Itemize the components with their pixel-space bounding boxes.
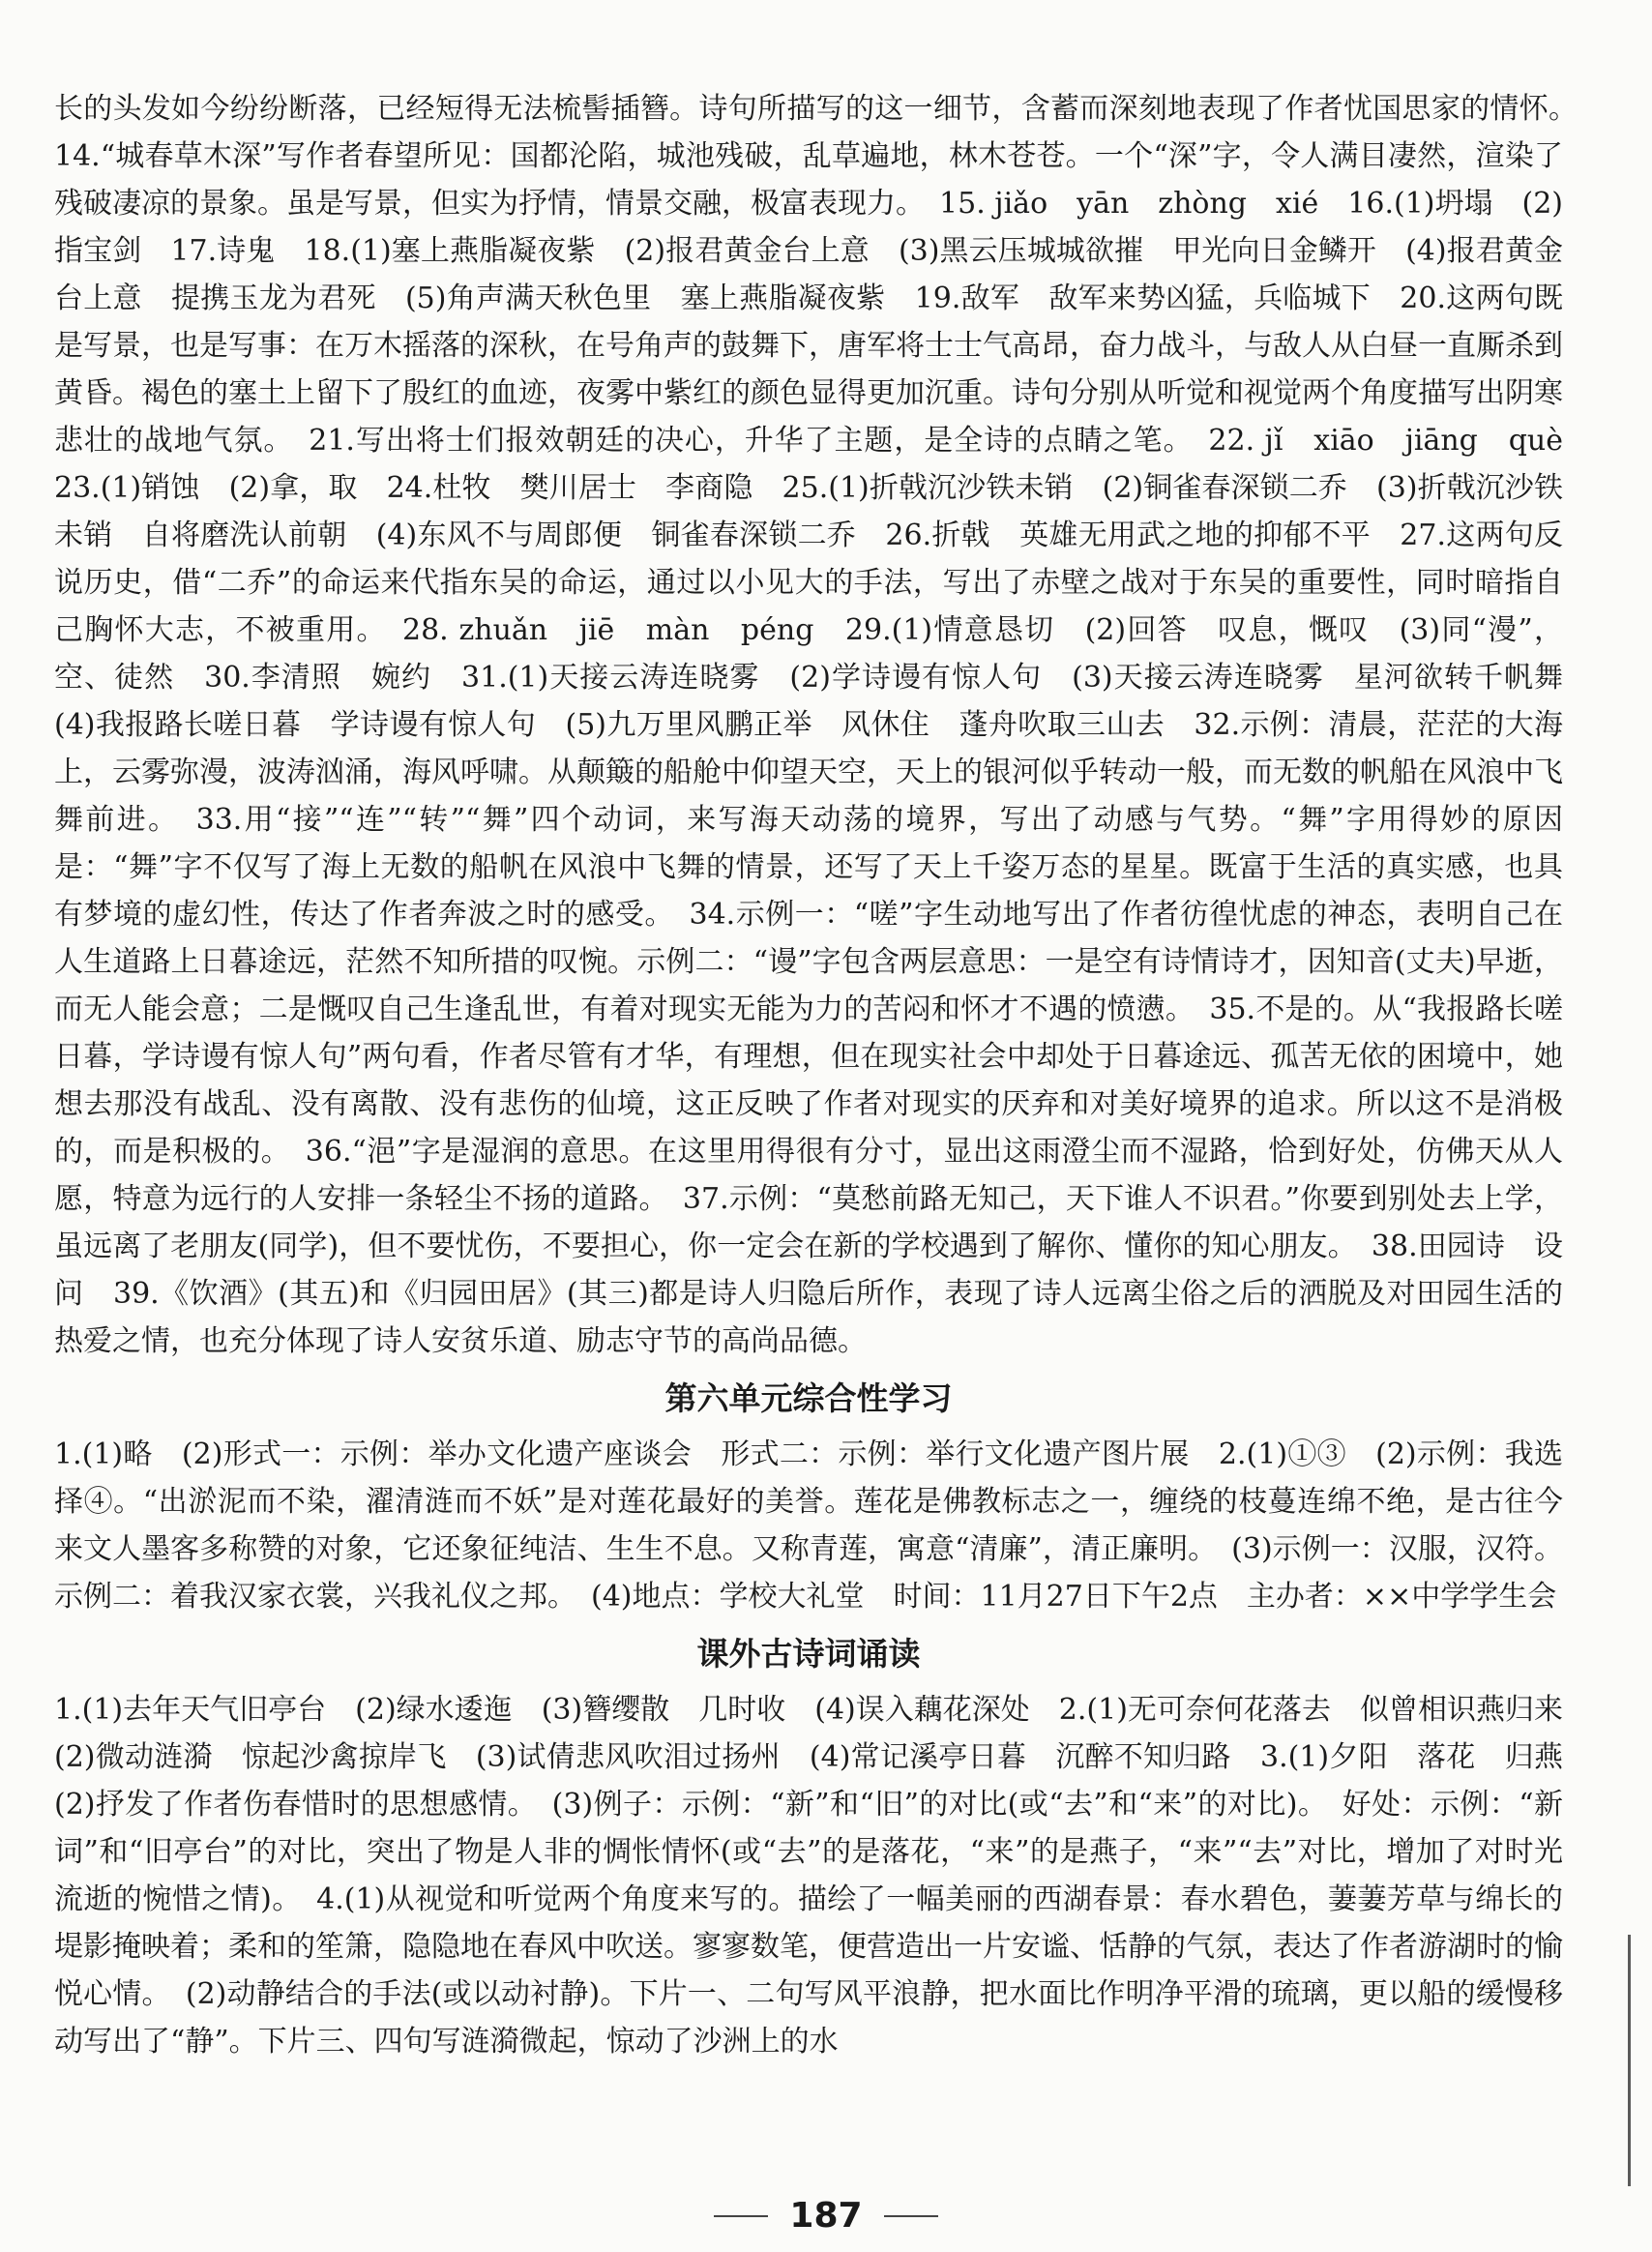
page-number: 187: [789, 2196, 863, 2236]
answer-paragraph-section3: 1.(1)去年天气旧亭台 (2)绿水逶迤 (3)簪缨散 几时收 (4)误入藕花深处 2.(1)无可奈何花落去 似曾相识燕归来 (2)微动涟漪 惊起沙禽掠岸飞 (3)试倩悲风吹泪过扬州 (4)常记溪亭日暮 沉醉不知归路 3.(1)夕阳 落花 归燕 (2)抒发了作者伤春惜时的思想感情。 (3)例子：示例：“新”和“旧”的对比(或“去”和“来”的对比)。 好处：示例：“新词”和“旧亭台”的对比，突出了物是人非的惆怅情怀(或“去”的是落花，“来”的是燕子，“来”“去”对比，增加了对时光流逝的惋惜之情)。 4.(1)从视觉和听觉两个角度来写的。描绘了一幅美丽的西湖春景：春水碧色，萋萋芳草与绵长的堤影掩映着；柔和的笙箫，隐隐地在春风中吹送。寥寥数笔，便营造出一片安谧、恬静的气氛，表达了作者游湖时的愉悦心情。 (2)动静结合的手法(或以动衬静)。下片一、二句写风平浪静，把水面比作明净平滑的琉璃，更以船的缓慢移动写出了“静”。下片三、四句写涟漪微起，惊动了沙洲上的水: [54, 1693, 1592, 2059]
page-footer: [0, 2196, 1652, 2236]
binding-edge-line: [1628, 1935, 1631, 2186]
answer-paragraph-section1: 长的头发如今纷纷断落，已经短得无法梳髻插簪。诗句所描写的这一细节，含蓄而深刻地表现了作者忧国思家的情怀。 14.“城春草木深”写作者春望所见：国都沦陷，城池残破，乱草遍地，林木苍苍。一个“深”字，令人满目凄然，渲染了残破凄凉的景象。虽是写景，但实为抒情，情景交融，极富表现力。 15. jiǎo yān zhòng xié 16.(1)坍塌 (2)指宝剑 17.诗鬼 18.(1)塞上燕脂凝夜紫 (2)报君黄金台上意 (3)黑云压城城欲摧 甲光向日金鳞开 (4)报君黄金台上意 提携玉龙为君死 (5)角声满天秋色里 塞上燕脂凝夜紫 19.敌军 敌军来势凶猛，兵临城下 20.这两句既是写景，也是写事：在万木摇落的深秋，在号角声的鼓舞下，唐军将士士气高昂，奋力战斗，与敌人从白昼一直厮杀到黄昏。褐色的塞土上留下了殷红的血迹，夜雾中紫红的颜色显得更加沉重。诗句分别从听觉和视觉两个角度描写出阴寒悲壮的战地气氛。 21.写出将士们报效朝廷的决心，升华了主题，是全诗的点睛之笔。 22. jǐ xiāo jiāng què 23.(1)销蚀 (2)拿，取 24.杜牧 樊川居士 李商隐 25.(1)折戟沉沙铁未销 (2)铜雀春深锁二乔 (3)折戟沉沙铁未销 自将磨洗认前朝 (4)东风不与周郎便 铜雀春深锁二乔 26.折戟 英雄无用武之地的抑郁不平 27.这两句反说历史，借“二乔”的命运来代指东吴的命运，通过以小见大的手法，写出了赤壁之战对于东吴的重要性，同时暗指自己胸怀大志，不被重用。 28. zhuǎn jiē màn péng 29.(1)情意恳切 (2)回答 叹息，慨叹 (3)同“漫”，空、徒然 30.李清照 婉约 31.(1)天接云涛连晓雾 (2)学诗谩有惊人句 (3)天接云涛连晓雾 星河欲转千帆舞 (4)我报路长嗟日暮 学诗谩有惊人句 (5)九万里风鹏正举 风休住 蓬舟吹取三山去 32.示例：清晨，茫茫的大海上，云雾弥漫，波涛汹涌，海风呼啸。从颠簸的船舱中仰望天空，天上的银河似乎转动一般，而无数的帆船在风浪中飞舞前进。 33.用“接”“连”“转”“舞”四个动词，来写海天动荡的境界，写出了动感与气势。“舞”字用得妙的原因是：“舞”字不仅写了海上无数的船帆在风浪中飞舞的情景，还写了天上千姿万态的星星。既富于生活的真实感，也具有梦境的虚幻性，传达了作者奔波之时的感受。 34.示例一：“嗟”字生动地写出了作者彷徨忧虑的神态，表明自己在人生道路上日暮途远，茫然不知所措的叹惋。示例二：“谩”字包含两层意思：一是空有诗情诗才，因知音(丈夫)早逝，而无人能会意；二是慨叹自己生逢乱世，有着对现实无能为力的苦闷和怀才不遇的愤懑。 35.不是的。从“我报路长嗟日暮，学诗谩有惊人句”两句看，作者尽管有才华，有理想，但在现实社会中却处于日暮途远、孤苦无依的困境中，她想去那没有战乱、没有离散、没有悲伤的仙境，这正反映了作者对现实的厌弃和对美好境界的追求。所以这不是消极的，而是积极的。 36.“浥”字是湿润的意思。在这里用得很有分寸，显出这雨澄尘而不湿路，恰到好处，仿佛天从人愿，特意为远行的人安排一条轻尘不扬的道路。 37.示例：“莫愁前路无知己，天下谁人不识君。”你要到别处去上学，虽远离了老朋友(同学)，但不要忧伤，不要担心，你一定会在新的学校遇到了解你、懂你的知心朋友。 38.田园诗 设问 39.《饮酒》(其五)和《归园田居》(其三)都是诗人归隐后所作，表现了诗人远离尘俗之后的洒脱及对田园生活的热爱之情，也充分体现了诗人安贫乐道、励志守节的高尚品德。: [54, 92, 1592, 1358]
footer-dash-left: [714, 2215, 768, 2217]
answer-paragraph-section2: 1.(1)略 (2)形式一：示例：举办文化遗产座谈会 形式二：示例：举行文化遗产图片展 2.(1)①③ (2)示例：我选择④。“出淤泥而不染，濯清涟而不妖”是对莲花最好的美誉。莲花是佛教标志之一，缠绕的枝蔓连绵不绝，是古往今来文人墨客多称赞的对象，它还象征纯洁、生生不息。又称青莲，寓意“清廉”，清正廉明。 (3)示例一：汉服，汉符。示例二：着我汉家衣裳，兴我礼仪之邦。 (4)地点：学校大礼堂 时间：11月27日下午2点 主办者：××中学学生会: [54, 1437, 1563, 1614]
footer-dash-right: [884, 2215, 938, 2217]
section-heading-extracurricular-poetry: 课外古诗词诵读: [696, 1635, 921, 1673]
section-heading-unit6: 第六单元综合性学习: [664, 1379, 953, 1417]
page-content: [54, 85, 1592, 2065]
